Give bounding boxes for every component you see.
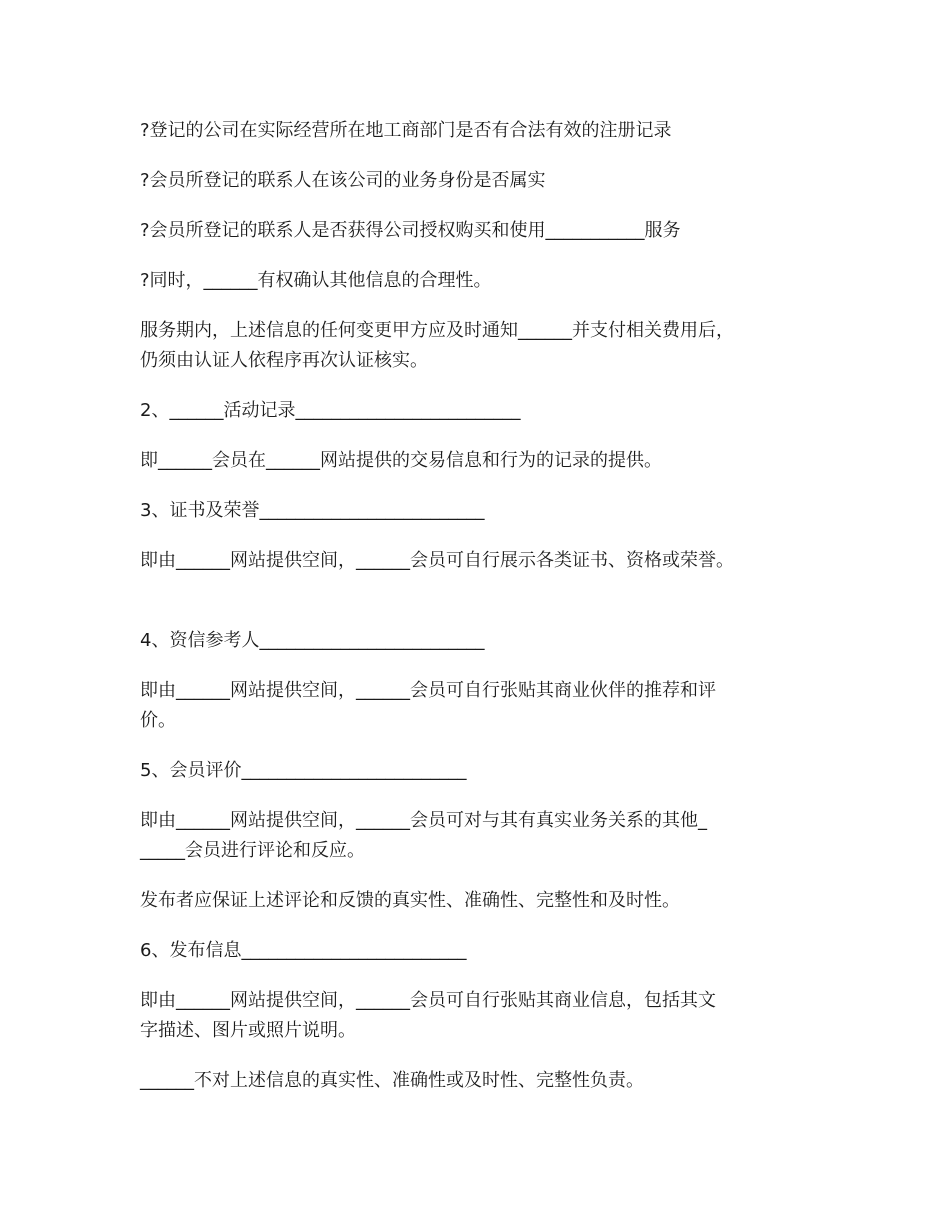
text-line-check-registration: ?登记的公司在实际经营所在地工商部门是否有合法有效的注册记录 [140, 120, 672, 141]
section-heading-publish-info: 6、发布信息_________________________ [140, 940, 467, 961]
text-line-member-review-1: 即由______网站提供空间，______会员可对与其有真实业务关系的其他_ [140, 810, 707, 831]
text-line-check-authorization: ?会员所登记的联系人是否获得公司授权购买和使用___________服务 [140, 220, 681, 241]
text-line-publish-info-2: 字描述、图片或照片说明。 [140, 1020, 356, 1041]
text-line-service-change-2: 仍须由认证人依程序再次认证核实。 [140, 350, 428, 371]
text-line-publish-info-1: 即由______网站提供空间，______会员可自行张贴其商业信息，包括其文 [140, 990, 716, 1011]
text-line-publisher-guarantee: 发布者应保证上述评论和反馈的真实性、准确性、完整性和及时性。 [140, 890, 680, 911]
text-line-member-review-2: _____会员进行评论和反应。 [140, 840, 365, 861]
section-heading-credit-reference: 4、资信参考人_________________________ [140, 630, 485, 651]
text-line-other-info: ?同时，______有权确认其他信息的合理性。 [140, 270, 492, 291]
section-heading-activity-record: 2、______活动记录_________________________ [140, 400, 521, 421]
section-heading-member-review: 5、会员评价_________________________ [140, 760, 467, 781]
text-line-check-contact-identity: ?会员所登记的联系人在该公司的业务身份是否属实 [140, 170, 546, 191]
text-line-activity-record: 即______会员在______网站提供的交易信息和行为的记录的提供。 [140, 450, 662, 471]
text-line-credit-reference-1: 即由______网站提供空间，______会员可自行张贴其商业伙伴的推荐和评 [140, 680, 716, 701]
text-line-credit-reference-2: 价。 [140, 710, 176, 731]
text-line-certificates: 即由______网站提供空间，______会员可自行展示各类证书、资格或荣誉。 [140, 550, 734, 571]
text-line-disclaimer: ______不对上述信息的真实性、准确性或及时性、完整性负责。 [140, 1070, 644, 1091]
section-heading-certificates: 3、证书及荣誉_________________________ [140, 500, 485, 521]
text-line-service-change-1: 服务期内，上述信息的任何变更甲方应及时通知______并支付相关费用后， [140, 320, 734, 341]
